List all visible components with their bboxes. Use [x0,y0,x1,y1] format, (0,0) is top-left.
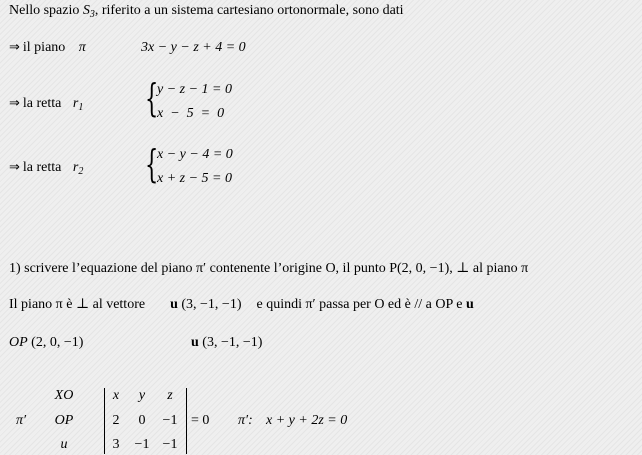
det-cell: −1 [162,413,178,428]
implies-arrow-icon: ⇒ [9,160,20,175]
det-cell: y [138,388,146,403]
result-equation: x + y + 2z = 0 [266,413,348,428]
det-cell: z [167,388,173,403]
line-r2-label: ⇒ la retta $r_2$ [9,160,84,177]
plane-line [9,40,86,56]
explanation-line: Il piano π è ⊥ al vettore u (3, −1, −1) e quindi π′ passa per O ed è // a OP e u [9,297,474,312]
row-label-xo: XO [54,388,74,403]
determinant-equals: = 0 [191,413,210,428]
problem-statement: 1) scrivere l’equazione del piano π′ contenente l’origine O, il punto P(2, 0, −1), ⊥ al piano π [9,261,529,276]
row-label-op: OP [54,413,74,428]
det-cell: 2 [112,413,120,428]
line-r2-eq1: x − y − 4 = 0 [157,147,233,162]
space-symbol: S [82,3,90,18]
det-cell: 0 [138,413,146,428]
plane-symbol: π [78,40,86,55]
space-subscript: 3 [89,9,95,20]
line-r2-symbol: r [72,160,79,175]
det-cell: 3 [112,437,120,452]
vector-u-end: u [465,297,474,312]
det-cell: −1 [134,437,150,452]
line-r1-symbol: r [72,96,79,111]
op-label: OP [9,335,28,350]
vector-u: u [170,297,178,312]
plane-prime-symbol: π′ [16,413,27,428]
implies-arrow-icon: ⇒ [9,96,20,111]
result-label: π′: [238,413,253,428]
line-r1-eq1: y − z − 1 = 0 [157,82,233,97]
system-brace-icon: { [145,142,159,186]
det-cell: x [112,388,120,403]
line-r2-eq2: x + z − 5 = 0 [157,171,233,186]
intro-line [9,3,404,23]
vector-u-line: u (3, −1, −1) [191,335,263,350]
op-line: OP (2, 0, −1) [9,335,84,350]
plane-equation: 3x − y − z + 4 = 0 [141,40,246,55]
line-r1-label: ⇒ la retta $r_1$ [9,96,84,113]
determinant-right-bar [186,388,187,454]
intro-text-end: , riferito a un sistema cartesiano ortonormale, sono dati [94,3,404,18]
implies-arrow-icon: ⇒ [9,40,20,55]
line-r1-eq2: x − 5 = 0 [157,106,225,121]
system-brace-icon: { [145,76,159,120]
intro-text: Nello spazio [9,3,83,18]
plane-label: il piano [22,40,66,55]
det-cell: −1 [162,437,178,452]
row-label-u: u [60,437,68,452]
